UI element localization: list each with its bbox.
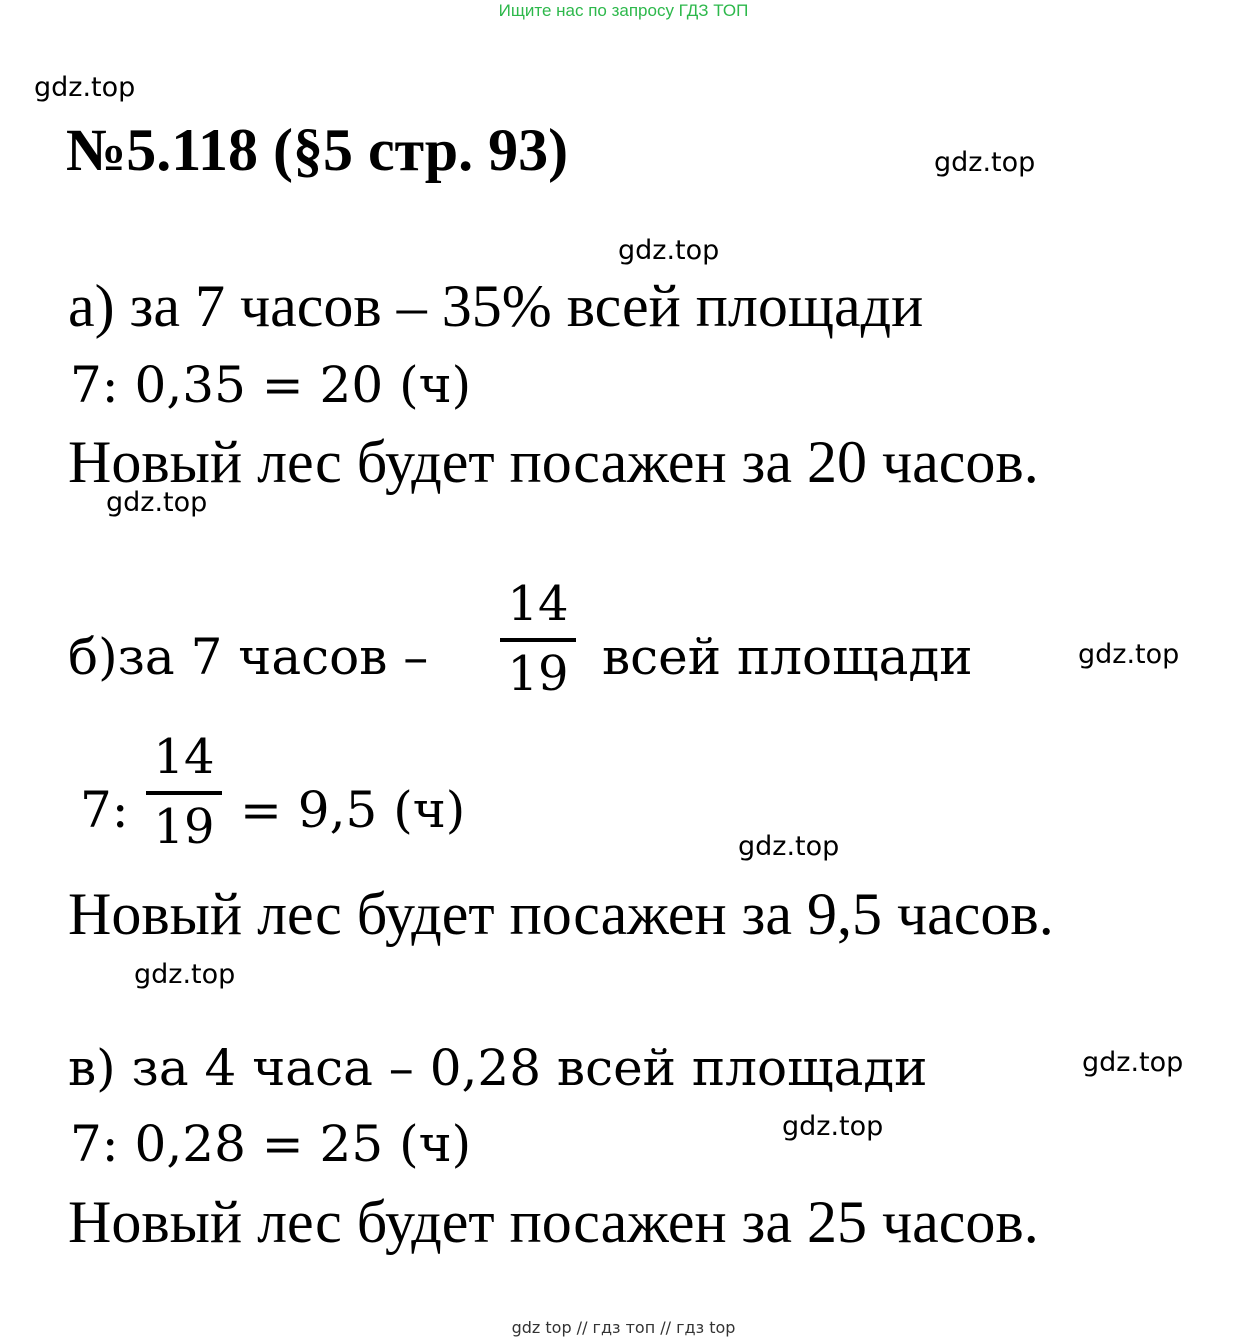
problem-title: №5.118 (§5 стр. 93) [66, 117, 569, 183]
part-b-answer: Новый лес будет посажен за 9,5 часов. [68, 881, 1054, 947]
fraction-bar [146, 791, 222, 795]
watermark: gdz.top [618, 235, 720, 266]
part-c-calculation: 7: 0,28 = 25 (ч) [70, 1115, 472, 1173]
fraction-denominator: 19 [153, 799, 215, 855]
part-b-calc-prefix: 7: [80, 781, 129, 839]
fraction-denominator: 19 [507, 646, 569, 702]
watermark: gdz.top [34, 72, 136, 103]
part-a-statement: а) за 7 часов – 35% всей площади [68, 273, 924, 339]
watermark: gdz.top [134, 959, 236, 990]
part-b-statement-prefix: б)за 7 часов – [68, 628, 429, 686]
watermark: gdz.top [782, 1111, 884, 1142]
part-b-statement-suffix: всей площади [602, 628, 973, 686]
part-b-calc-fraction [146, 729, 222, 855]
watermark: gdz.top [1078, 639, 1180, 670]
top-banner: Ищите нас по запросу ГДЗ ТОП [498, 1, 749, 20]
part-b-calc-suffix: = 9,5 (ч) [240, 781, 466, 839]
watermark: gdz.top [106, 487, 208, 518]
footer-watermark: gdz top // гдз топ // гдз top [511, 1318, 736, 1337]
fraction-numerator: 14 [153, 729, 215, 785]
watermark: gdz.top [738, 831, 840, 862]
fraction-numerator: 14 [507, 576, 569, 632]
part-c-answer: Новый лес будет посажен за 25 часов. [68, 1189, 1039, 1255]
part-a-calculation: 7: 0,35 = 20 (ч) [70, 356, 472, 414]
fraction-bar [500, 638, 576, 642]
watermark: gdz.top [1082, 1047, 1184, 1078]
part-b-fraction [500, 576, 576, 702]
part-a-answer: Новый лес будет посажен за 20 часов. [68, 429, 1039, 495]
watermark: gdz.top [934, 147, 1036, 178]
part-c-statement: в) за 4 часа – 0,28 всей площади [68, 1039, 928, 1097]
